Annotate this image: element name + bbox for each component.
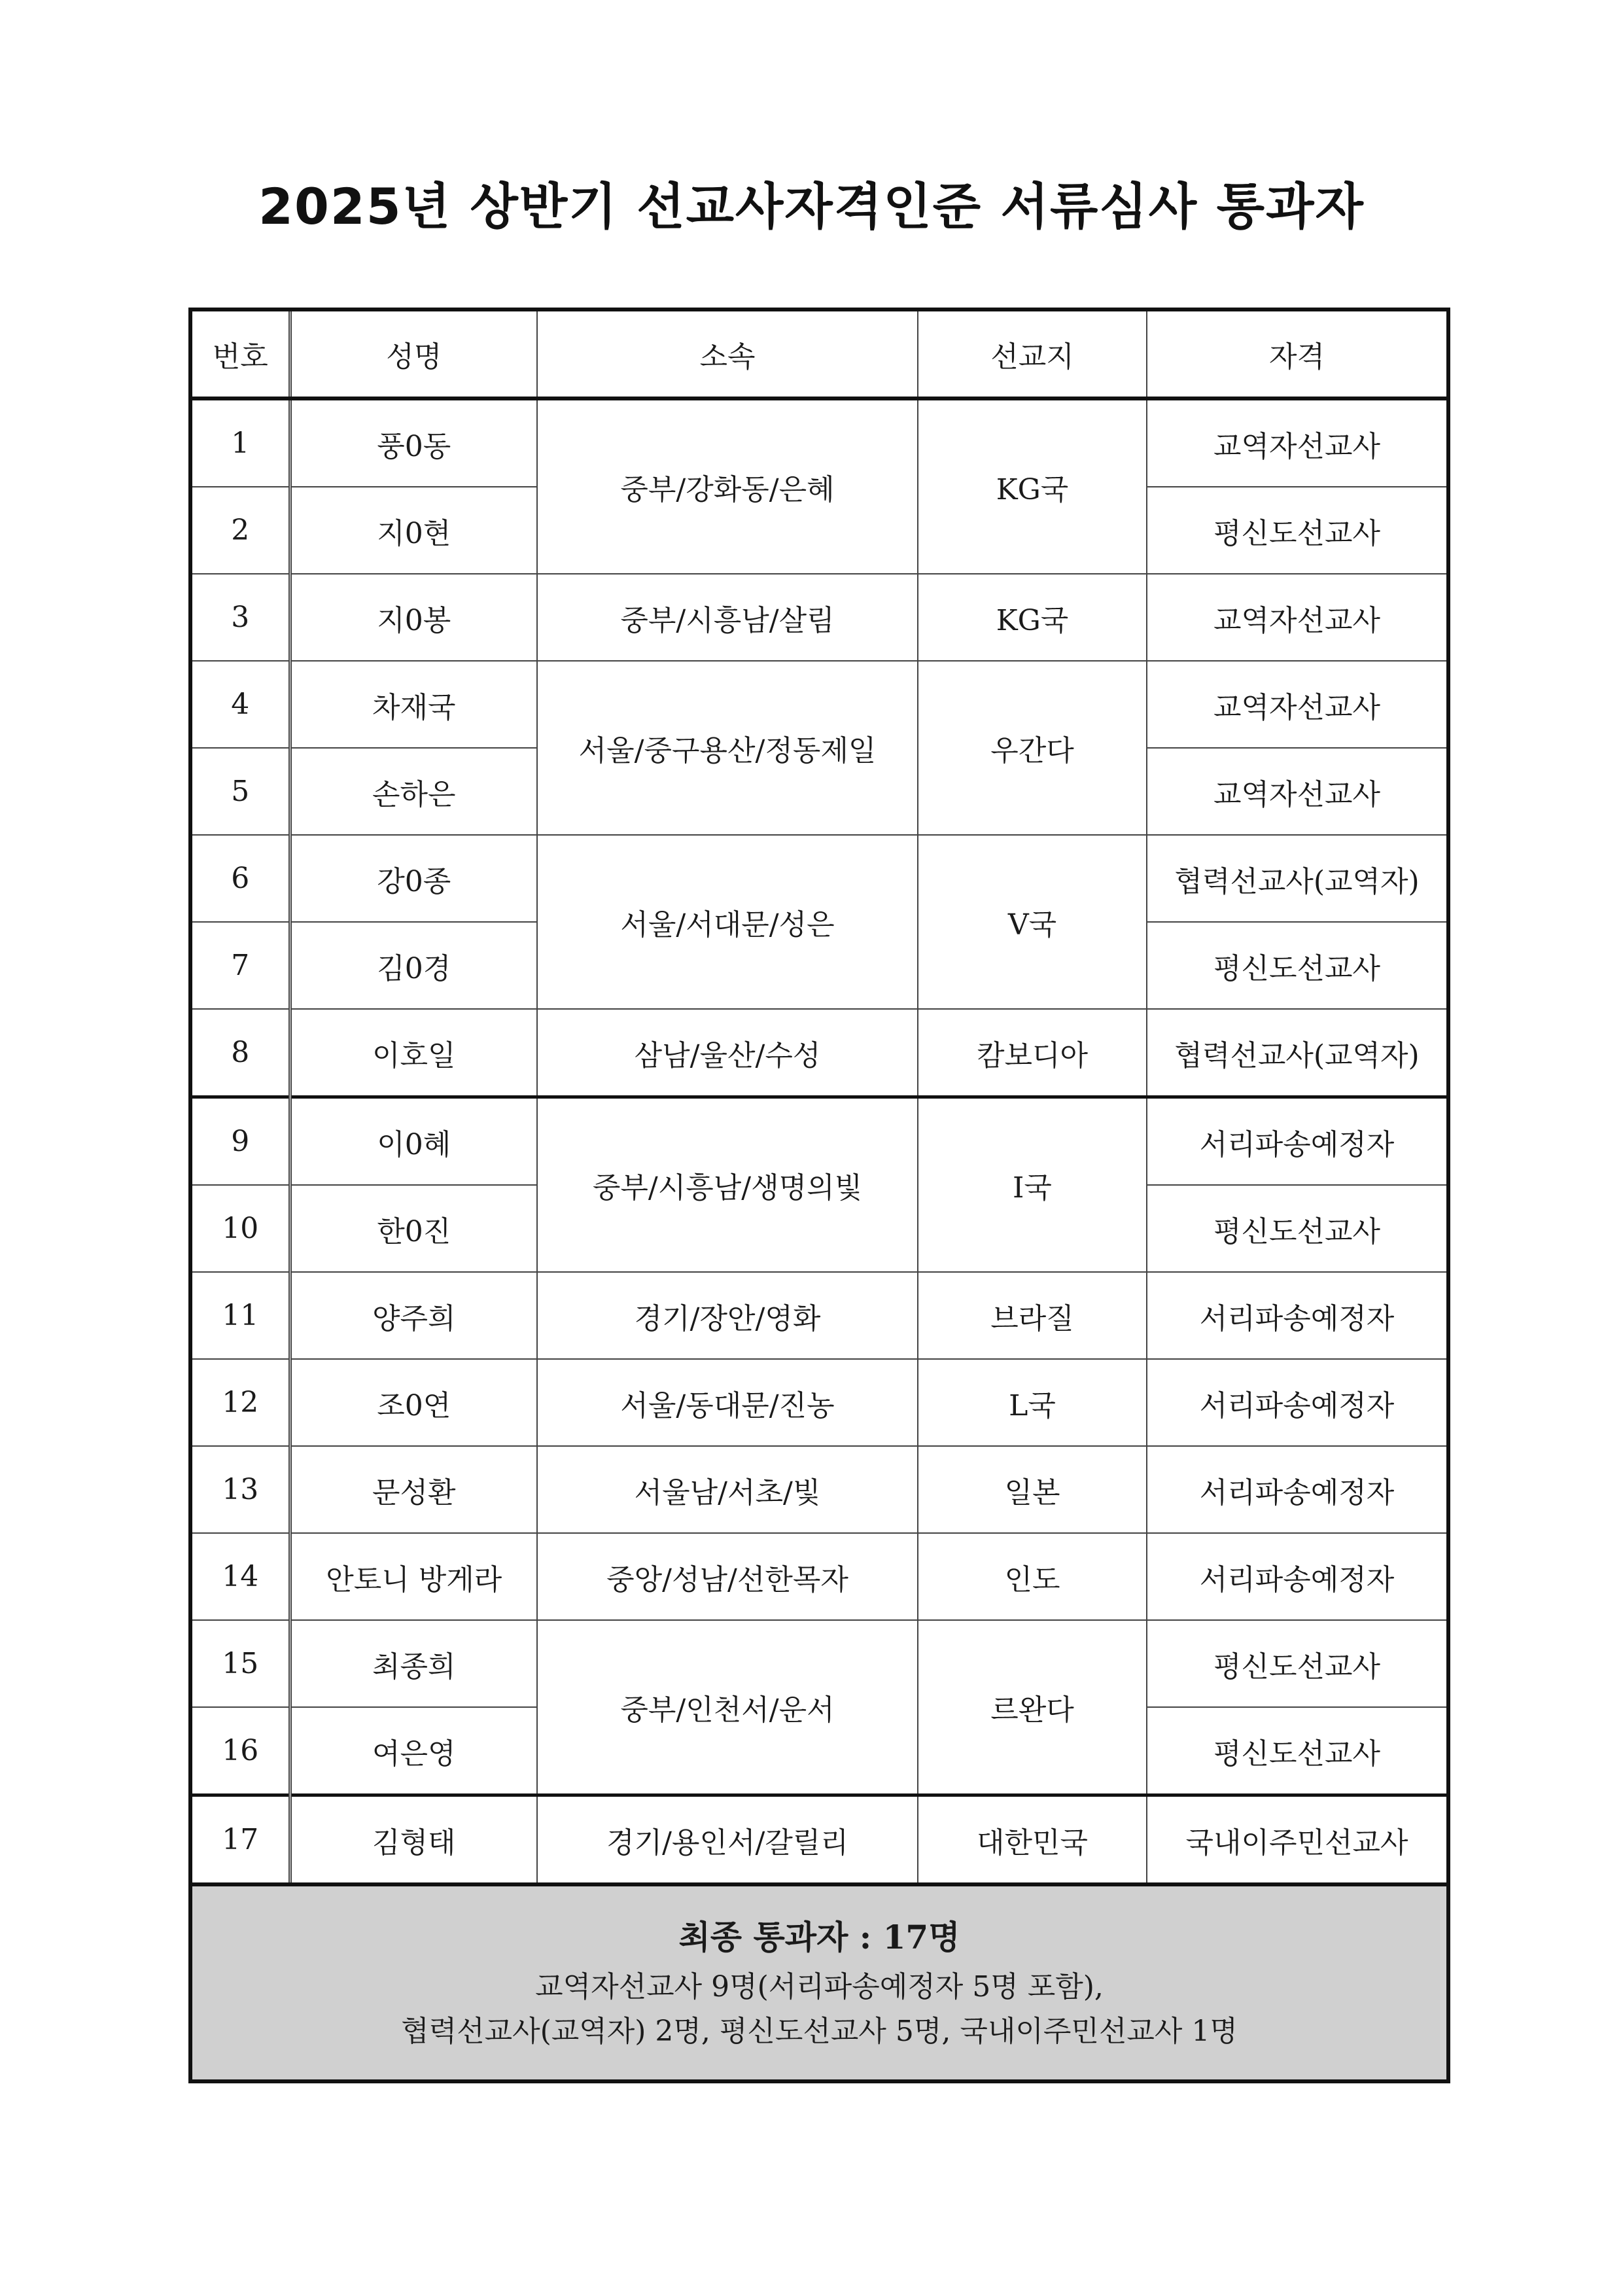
row-affiliation: 중앙/성남/선한목자 — [537, 1533, 918, 1620]
row-name: 손하은 — [290, 748, 537, 835]
row-name: 이호일 — [290, 1009, 537, 1097]
row-qualification: 협력선교사(교역자) — [1147, 835, 1448, 922]
row-mission-field: 캄보디아 — [918, 1009, 1147, 1097]
summary-line-1: 교역자선교사 9명(서리파송예정자 5명 포함), — [535, 1970, 1104, 2004]
row-qualification: 서리파송예정자 — [1147, 1446, 1448, 1533]
table-row — [190, 1533, 1448, 1620]
row-mission-field: 우간다 — [918, 661, 1147, 835]
row-name: 차재국 — [290, 661, 537, 748]
row-mission-field: 일본 — [918, 1446, 1147, 1533]
row-no: 5 — [190, 748, 290, 835]
row-qualification: 서리파송예정자 — [1147, 1533, 1448, 1620]
row-name: 풍0동 — [290, 398, 537, 487]
row-name: 안토니 방게라 — [290, 1533, 537, 1620]
table-row — [190, 1620, 1448, 1707]
table-row — [190, 1009, 1448, 1097]
row-affiliation: 서울/동대문/진농 — [537, 1359, 918, 1446]
header-affiliation: 소속 — [537, 309, 918, 398]
row-mission-field: KG국 — [918, 574, 1147, 661]
row-name: 양주희 — [290, 1272, 537, 1359]
row-affiliation: 경기/용인서/갈릴리 — [537, 1795, 918, 1885]
summary-row — [190, 1884, 1448, 2081]
row-mission-field: 브라질 — [918, 1272, 1147, 1359]
row-name: 최종희 — [290, 1620, 537, 1707]
row-mission-field: I국 — [918, 1097, 1147, 1273]
row-name: 김형태 — [290, 1795, 537, 1885]
row-affiliation: 경기/장안/영화 — [537, 1272, 918, 1359]
row-name: 김0경 — [290, 922, 537, 1009]
row-no: 2 — [190, 487, 290, 574]
row-name: 강0종 — [290, 835, 537, 922]
row-qualification: 교역자선교사 — [1147, 748, 1448, 835]
row-no: 3 — [190, 574, 290, 661]
row-no: 11 — [190, 1272, 290, 1359]
row-mission-field: 대한민국 — [918, 1795, 1147, 1885]
row-no: 10 — [190, 1185, 290, 1272]
row-mission-field: L국 — [918, 1359, 1147, 1446]
row-no: 9 — [190, 1097, 290, 1186]
table-row — [190, 1097, 1448, 1186]
summary-line-2: 협력선교사(교역자) 2명, 평신도선교사 5명, 국내이주민선교사 1명 — [401, 2015, 1238, 2049]
table-row — [190, 1272, 1448, 1359]
row-qualification: 교역자선교사 — [1147, 661, 1448, 748]
summary-headline: 최종 통과자 : 17명 — [678, 1917, 960, 1956]
row-mission-field: KG국 — [918, 398, 1147, 574]
row-no: 16 — [190, 1707, 290, 1795]
page-title: 2025년 상반기 선교사자격인준 서류심사 통과자 — [258, 177, 1365, 236]
row-qualification: 평신도선교사 — [1147, 1185, 1448, 1272]
header-mission-field: 선교지 — [918, 309, 1147, 398]
row-no: 15 — [190, 1620, 290, 1707]
row-name: 여은영 — [290, 1707, 537, 1795]
row-qualification: 서리파송예정자 — [1147, 1359, 1448, 1446]
row-affiliation: 서울남/서초/빛 — [537, 1446, 918, 1533]
header-row — [190, 309, 1448, 398]
row-no: 12 — [190, 1359, 290, 1446]
header-qualification: 자격 — [1147, 309, 1448, 398]
row-qualification: 평신도선교사 — [1147, 487, 1448, 574]
table-row — [190, 574, 1448, 661]
row-no: 6 — [190, 835, 290, 922]
header-name: 성명 — [290, 309, 537, 398]
row-affiliation: 중부/인천서/운서 — [537, 1620, 918, 1795]
row-mission-field: V국 — [918, 835, 1147, 1009]
row-name: 문성환 — [290, 1446, 537, 1533]
row-affiliation: 중부/강화동/은혜 — [537, 398, 918, 574]
row-qualification: 서리파송예정자 — [1147, 1097, 1448, 1186]
row-name: 조0연 — [290, 1359, 537, 1446]
row-qualification: 서리파송예정자 — [1147, 1272, 1448, 1359]
row-qualification: 협력선교사(교역자) — [1147, 1009, 1448, 1097]
table-row — [190, 1795, 1448, 1885]
row-name: 한0진 — [290, 1185, 537, 1272]
row-affiliation: 서울/서대문/성은 — [537, 835, 918, 1009]
row-name: 지0봉 — [290, 574, 537, 661]
row-no: 7 — [190, 922, 290, 1009]
row-affiliation: 삼남/울산/수성 — [537, 1009, 918, 1097]
row-affiliation: 중부/시흥남/생명의빛 — [537, 1097, 918, 1273]
row-affiliation: 서울/중구용산/정동제일 — [537, 661, 918, 835]
table-row — [190, 398, 1448, 487]
row-no: 4 — [190, 661, 290, 748]
row-no: 13 — [190, 1446, 290, 1533]
row-qualification: 교역자선교사 — [1147, 574, 1448, 661]
table-row — [190, 835, 1448, 922]
row-no: 8 — [190, 1009, 290, 1097]
row-qualification: 평신도선교사 — [1147, 1707, 1448, 1795]
row-affiliation: 중부/시흥남/살림 — [537, 574, 918, 661]
row-qualification: 평신도선교사 — [1147, 1620, 1448, 1707]
row-no: 17 — [190, 1795, 290, 1885]
table-row — [190, 1359, 1448, 1446]
row-qualification: 교역자선교사 — [1147, 398, 1448, 487]
row-name: 이0혜 — [290, 1097, 537, 1186]
row-qualification: 국내이주민선교사 — [1147, 1795, 1448, 1885]
row-no: 14 — [190, 1533, 290, 1620]
header-no: 번호 — [190, 309, 290, 398]
row-qualification: 평신도선교사 — [1147, 922, 1448, 1009]
row-no: 1 — [190, 398, 290, 487]
row-name: 지0현 — [290, 487, 537, 574]
roster-table — [188, 308, 1450, 2083]
table-row — [190, 661, 1448, 748]
summary-box — [190, 1884, 1448, 2081]
table-row — [190, 1446, 1448, 1533]
row-mission-field: 르완다 — [918, 1620, 1147, 1795]
row-mission-field: 인도 — [918, 1533, 1147, 1620]
